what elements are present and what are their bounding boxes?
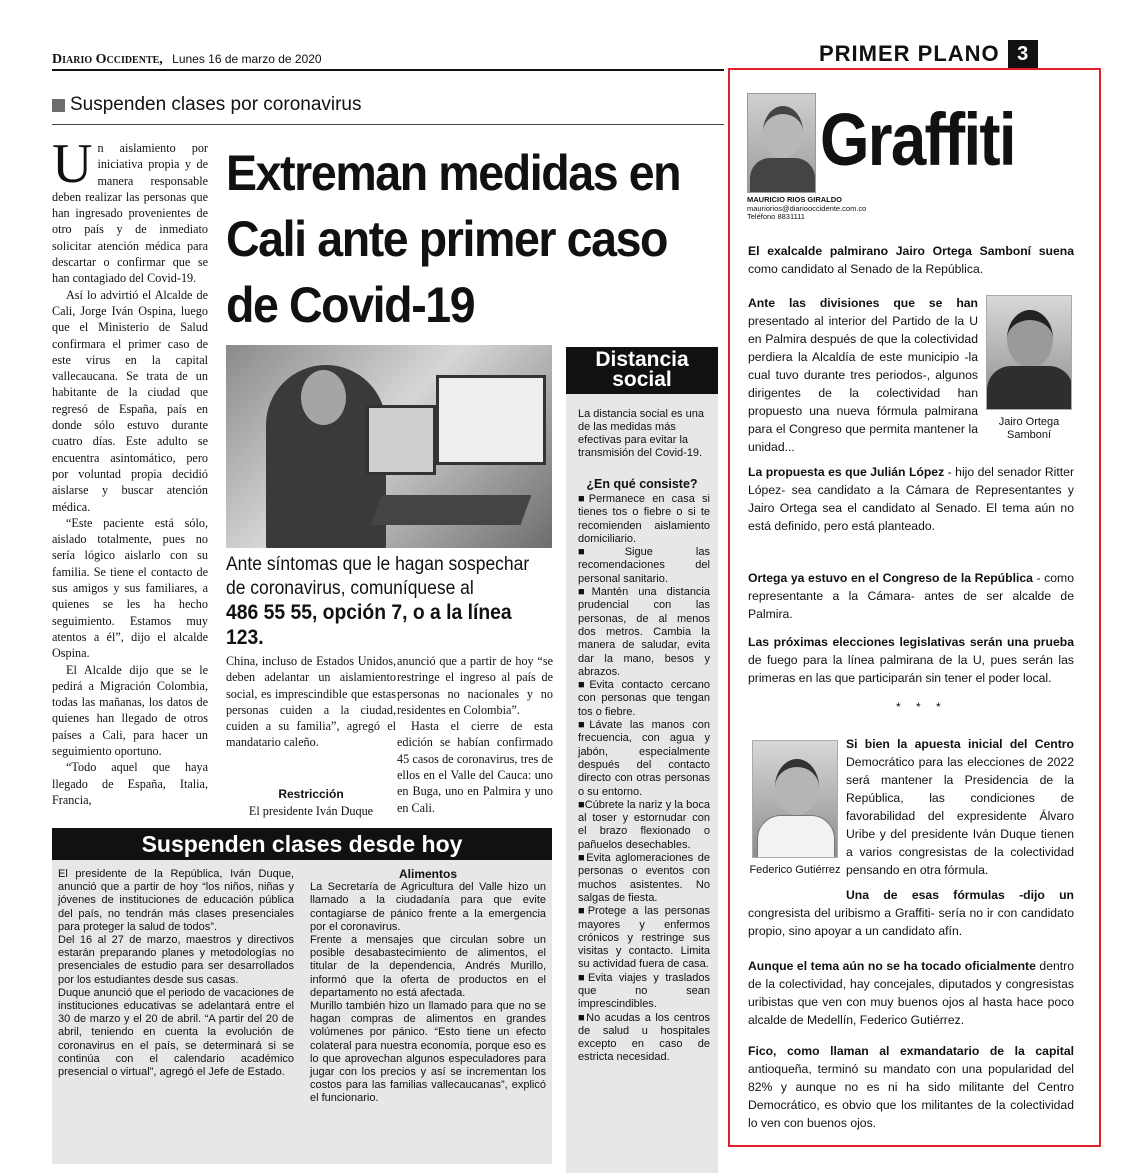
- graffiti-item: Las próximas elecciones legislativas serán una prueba de fuego para la línea palmirana de la U, pues serán las primeras en las que participarán sin tener el poder local.: [748, 635, 1074, 685]
- sidebar-list: [566, 493, 718, 1065]
- issue-date: Lunes 16 de marzo de 2020: [172, 52, 322, 66]
- subhead-restriccion: Restricción: [278, 787, 344, 801]
- page-number: 3: [1008, 40, 1038, 68]
- list-item: ■ Evita aglomeraciones de personas o eventos con muchos asistentes. No salgas de fiesta.: [578, 852, 710, 905]
- graffiti-item: Aunque el tema aún no se ha tocado oficialmente dentro de la colectividad, hay concejales, diputados y congresistas uribistas que ven con muy buenos ojos al hasta hace poco alcalde de Medellín, Federico Gutiérrez.: [748, 959, 1074, 1027]
- kicker-square-icon: [52, 99, 65, 112]
- suspenden-title: Suspenden clases desde hoy: [52, 828, 552, 860]
- paragraph: Duque anunció que el periodo de vacaciones de instituciones educativas se adelantará entre el 30 de marzo y el 20 de abril. “A partir del 20 de abril, teniendo en cuenta la evolución de coronavirus en el país, se determinará si se continúa con el calendario académico presencial o virtual”, agregó el Jefe de Estado.: [58, 986, 294, 1079]
- article-column-1: [52, 133, 208, 808]
- paragraph: Del 16 al 27 de marzo, maestros y directivos estarán preparando planes y metodologías no presenciales de estudio para ser desarrollados por los estudiantes desde sus casas.: [58, 934, 294, 986]
- paragraph: El presidente de la República, Iván Duque, anunció que a partir de hoy “los niños, niñas y jóvenes de instituciones de educación pública del país, no tendrán más clases presenciales para proteger la salud de todos”.: [58, 868, 294, 933]
- masthead: [52, 52, 322, 68]
- suspenden-right-column: [310, 868, 546, 1106]
- article-column-3: [397, 653, 553, 816]
- kicker: [52, 94, 362, 116]
- author-name: MAURICIO RIOS GIRALDO: [747, 195, 842, 204]
- list-item: ■ Evita contacto cercano con personas que tengan tos o fiebre.: [578, 679, 710, 719]
- kicker-text: Suspenden clases por coronavirus: [70, 94, 362, 115]
- graffiti-item: Ortega ya estuvo en el Congreso de la República - como representante a la Cámara- antes de ser alcalde de Palmira.: [748, 571, 1074, 621]
- paragraph: Un aislamiento por iniciativa propia y de manera responsable deben realizar las personas que han ingresado provenientes de otro país y de inmediato solicitar atención médica para descartar o confirmar que se han contagiado del Covid-19.: [52, 133, 208, 286]
- graffiti-item: El exalcalde palmirano Jairo Ortega Samboní suena como candidato al Senado de la República.: [748, 244, 1074, 276]
- top-rule: [52, 69, 724, 71]
- subhead-alimentos: Alimentos: [398, 867, 457, 881]
- list-item: ■ Lávate las manos con frecuencia, con agua y jabón, especialmente después del contacto directo con otras personas o su entorno.: [578, 719, 710, 799]
- list-item: ■ Sigue las recomendaciones del personal sanitario.: [578, 546, 710, 586]
- paragraph: “Todo aquel que haya llegado de España, Italia, Francia,: [52, 760, 208, 807]
- section-label: PRIMER PLANO: [819, 41, 1000, 66]
- paragraph: El presidente Iván Duque: [248, 804, 374, 818]
- list-item: ■ Cúbrete la nariz y la boca al toser y estornudar con el brazo flexionado o pañuelos desechables.: [578, 799, 710, 852]
- paragraph: anunció que a partir de hoy “se restringe el ingreso al país de personas no nacionales y no residentes en Colombia”.: [397, 654, 553, 717]
- paragraph: China, incluso de Estados Unidos, deben adelantar un aislamiento social, es imprescindible que estas personas cuiden a la ciudad, cuiden a su familia”, agregó el mandatario caleño.: [226, 654, 396, 750]
- paragraph: Frente a mensajes que circulan sobre un posible desabastecimiento de alimentos, el titular de la dependencia, Andrés Murillo, informó que la oferta de productos en el departamento no está afectada.: [310, 934, 546, 999]
- suspenden-left-column: [58, 868, 294, 1079]
- federico-gutierrez-photo: [752, 740, 838, 858]
- photo-caption: Ante síntomas que le hagan sospechar de coronavirus, comuníquese al 486 55 55, opción 7, o a la línea 123.: [226, 554, 530, 649]
- author-photo: [747, 93, 816, 193]
- paragraph: “Este paciente está sólo, aislado totalmente, pues no sería lógico aislarlo con su familia. Se tiene el contacto de sus amigos y sus familiares, a quienes se les ha hecho seguimiento. Estamos muy atentos a él”, dijo el alcalde Ospina.: [52, 515, 208, 661]
- sidebar-subtitle: ¿En qué consiste?: [586, 477, 698, 491]
- paragraph: Murillo también hizo un llamado para que no se hagan compras de alimentos en grandes volúmenes por pánico. “Esto tiene un efecto colateral para nuestra economía, porque eso es lo que aprovechan algunos especuladores para jugar con los precios y así se incrementan los costos para las familias vallecaucanas”, explicó el funcionario.: [310, 1000, 546, 1105]
- graffiti-item: Una de esas fórmulas -dijo un congresista del uribismo a Graffiti- sería no ir con candidato propio, sino apoyar a un candidato afín.: [748, 888, 1074, 938]
- main-photo: [226, 345, 552, 548]
- graffiti-item: Ante las divisiones que se han presentado al interior del Partido de la U en Palmira después de que la colectividad perdiera la Alcaldía de este municipio -la cual tuvo durante tres periodos-, algunos dirigentes de la colectividad han propuesto una nueva fórmula palmirana para el Congreso que permita mantener la unidad...: [748, 296, 978, 454]
- section-header: [819, 40, 1038, 68]
- jairo-ortega-photo: [986, 295, 1072, 410]
- list-item: ■ No acudas a los centros de salud u hospitales excepto en caso de estricta necesidad.: [578, 1012, 710, 1065]
- federico-gutierrez-caption: Federico Gutiérrez: [749, 864, 841, 876]
- drop-cap: U: [52, 133, 93, 195]
- sidebar-intro: La distancia social es una de las medidas más efectivas para evitar la transmisión del Covid-19.: [578, 408, 704, 459]
- kicker-rule: [52, 124, 724, 125]
- list-item: ■ Protege a las personas mayores y enfermos crónicos y restringe sus visitas y contacto. Limita su actividad fuera de casa.: [578, 905, 710, 971]
- author-byline: [747, 196, 866, 222]
- paragraph: El Alcalde dijo que se le pedirá a Migración Colombia, todas las mañanas, los datos de quienes han llegado de otros países a Cali, para hacer un seguimiento oportuno.: [52, 662, 208, 758]
- sidebar-title: Distancia social: [566, 347, 718, 394]
- main-headline: Extreman medidas en Cali ante primer caso de Covid-19: [226, 145, 681, 333]
- paragraph: La Secretaría de Agricultura del Valle hizo un llamado a la ciudadanía para que evite contagiarse de pánico frente a la emergencia por el coronavirus.: [310, 881, 546, 933]
- list-item: ■ Evita viajes y traslados que no sean imprescindibles.: [578, 972, 710, 1012]
- phone-highlight: 486 55 55, opción 7, o a la línea 123.: [226, 601, 512, 649]
- article-column-2-cont: [226, 803, 396, 819]
- graffiti-item: Fico, como llaman al exmandatario de la capital antioqueña, terminó su mandato con una popularidad del 82% y aunque no es ni ha sido militante del Centro Democrático, es obvio que los militantes de la colectividad lo ven con buenos ojos.: [748, 1044, 1074, 1130]
- article-column-2: [226, 653, 396, 751]
- jairo-ortega-caption: Jairo Ortega Samboní: [998, 416, 1060, 441]
- author-phone: Teléfono 8831111: [747, 212, 805, 221]
- distancia-social-sidebar: [566, 347, 718, 1173]
- paper-name: Diario Occidente,: [52, 52, 163, 67]
- graffiti-title: Graffiti: [820, 98, 1015, 181]
- graffiti-item: Si bien la apuesta inicial del Centro Democrático para las elecciones de 2022 será mantener la Presidencia de la República, las condiciones de favorabilidad del expresidente Álvaro Uribe y del presidente Iván Duque tienen a varios congresistas de la colectividad pensando en otra fórmula.: [846, 737, 1074, 877]
- author-email: mauriorios@diariooccidente.com.co: [747, 203, 867, 213]
- paragraph: Así lo advirtió el Alcalde de Cali, Jorge Iván Ospina, luego que el Ministerio de Salud confirmara el primer caso de este virus en la capital vallecaucana. Se trata de un habitante de la ciudad que regresó de España, país en donde sólo estuvo durante cuatro días. Este adulto se encuentra asintomático, pero por voluntad propia decidió aislarse y buscar atención médica.: [52, 287, 208, 514]
- separator-stars: * * *: [896, 700, 947, 714]
- list-item: ■ Permanece en casa si tienes tos o fiebre o si te recomienden aislamiento domiciliario.: [578, 493, 710, 546]
- graffiti-item: La propuesta es que Julián López - hijo del senador Ritter López- sea candidato a la Cámara de Representantes y Jairo Ortega sea el candidato al Senado. El tema aún no está definido, pero está planteado.: [748, 465, 1075, 533]
- list-item: ■ Mantén una distancia prudencial con las personas, de al menos dos metros. Cambia la manera de saludar, evita dar la mano, besos y abrazos.: [578, 586, 710, 679]
- paragraph: Hasta el cierre de esta edición se habían confirmado 45 casos de coronavirus, tres de ellos en el Valle del Cauca: uno en Buga, uno en Palmira y uno en Cali.: [397, 719, 553, 815]
